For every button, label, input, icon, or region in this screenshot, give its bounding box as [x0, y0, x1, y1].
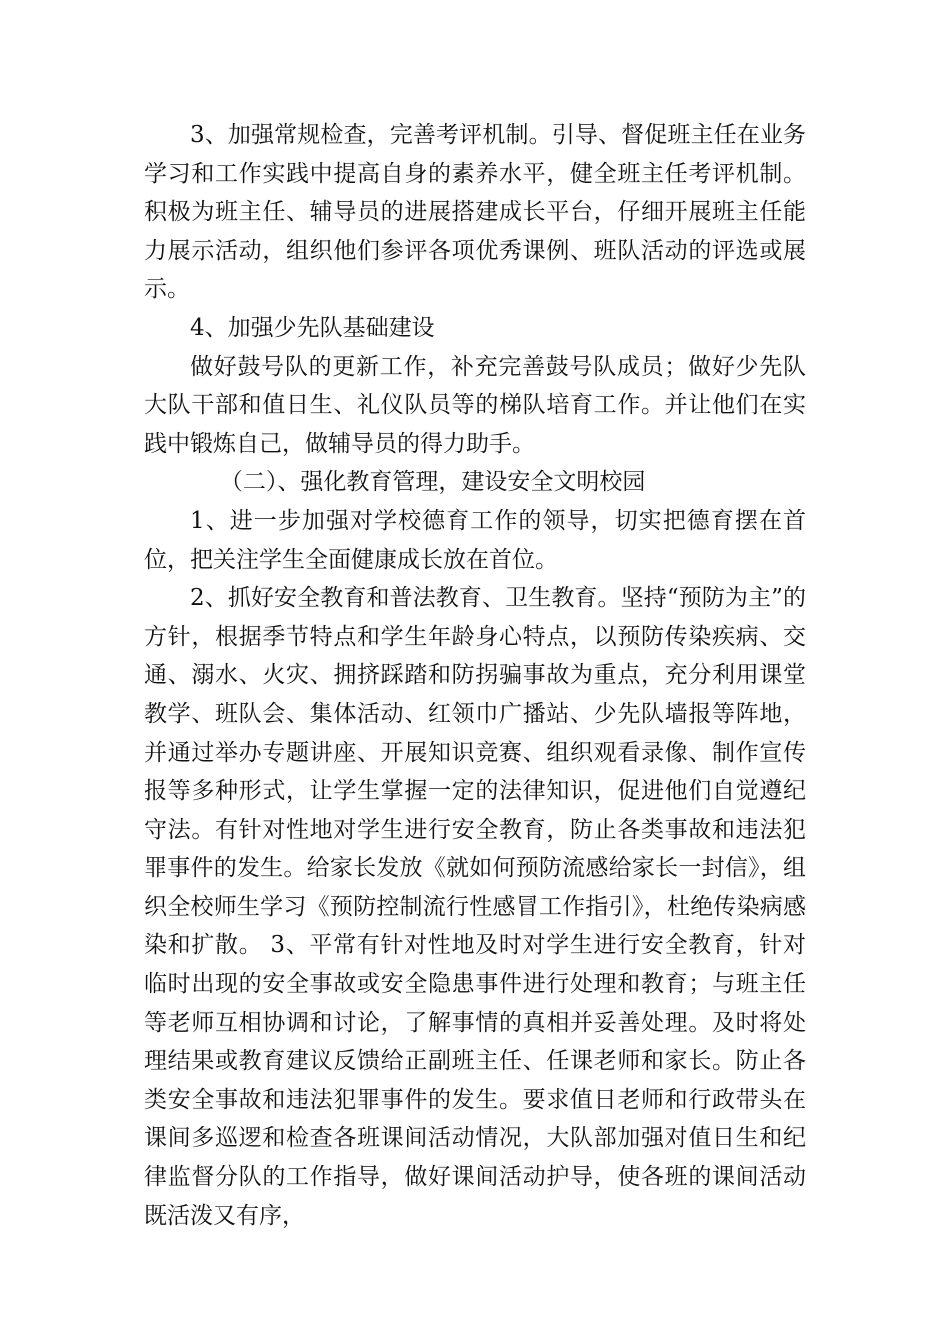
document-body	[144, 116, 806, 1235]
paragraph-moral-education-leadership: 1、进一步加强对学校德育工作的领导，切实把德育摆在首位，把关注学生全面健康成长放在首位。	[144, 507, 806, 573]
paragraph-regular-inspection: 3、加强常规检查，完善考评机制。引导、督促班主任在业务学习和工作实践中提高自身的素养水平，健全班主任考评机制。积极为班主任、辅导员的进展搭建成长平台，仔细开展班主任能力展示活动，组织他们参评各项优秀课例、班队活动的评选或展示。	[144, 122, 806, 303]
paragraph-safety-education: 2、抓好安全教育和普法教育、卫生教育。坚持“预防为主”的方针，根据季节特点和学生年龄身心特点，以预防传染疾病、交通、溺水、火灾、拥挤踩踏和防拐骗事故为重点，充分利用课堂教学、班队会、集体活动、红领巾广播站、少先队墙报等阵地，并通过举办专题讲座、开展知识竞赛、组织观看录像、制作宣传报等多种形式，让学生掌握一定的法律知识，促进他们自觉遵纪守法。有针对性地对学生进行安全教育，防止各类事故和违法犯罪事件的发生。给家长发放《就如何预防流感给家长一封信》，组织全校师生学习《预防控制流行性感冒工作指引》，杜绝传染病感染和扩散。 3、平常有针对性地及时对学生进行安全教育，针对临时出现的安全事故或安全隐患事件进行处理和教育；与班主任等老师互相协调和讨论，了解事情的真相并妥善处理。及时将处理结果或教育建议反馈给正副班主任、任课老师和家长。防止各类安全事故和违法犯罪事件的发生。要求值日老师和行政带头在课间多巡逻和检查各班课间活动情况，大队部加强对值日生和纪律监督分队的工作指导，做好课间活动护导，使各班的课间活动既活泼又有序，	[144, 585, 806, 1229]
section-heading-education-management: （二）、强化教育管理，建设安全文明校园	[219, 469, 646, 496]
paragraph-young-pioneers-heading: 4、加强少先队基础建设	[190, 314, 435, 341]
paragraph-drum-team: 做好鼓号队的更新工作，补充完善鼓号队成员；做好少先队大队干部和值日生、礼仪队员等的梯队培育工作。并让他们在实践中锻炼自己，做辅导员的得力助手。	[144, 353, 806, 457]
